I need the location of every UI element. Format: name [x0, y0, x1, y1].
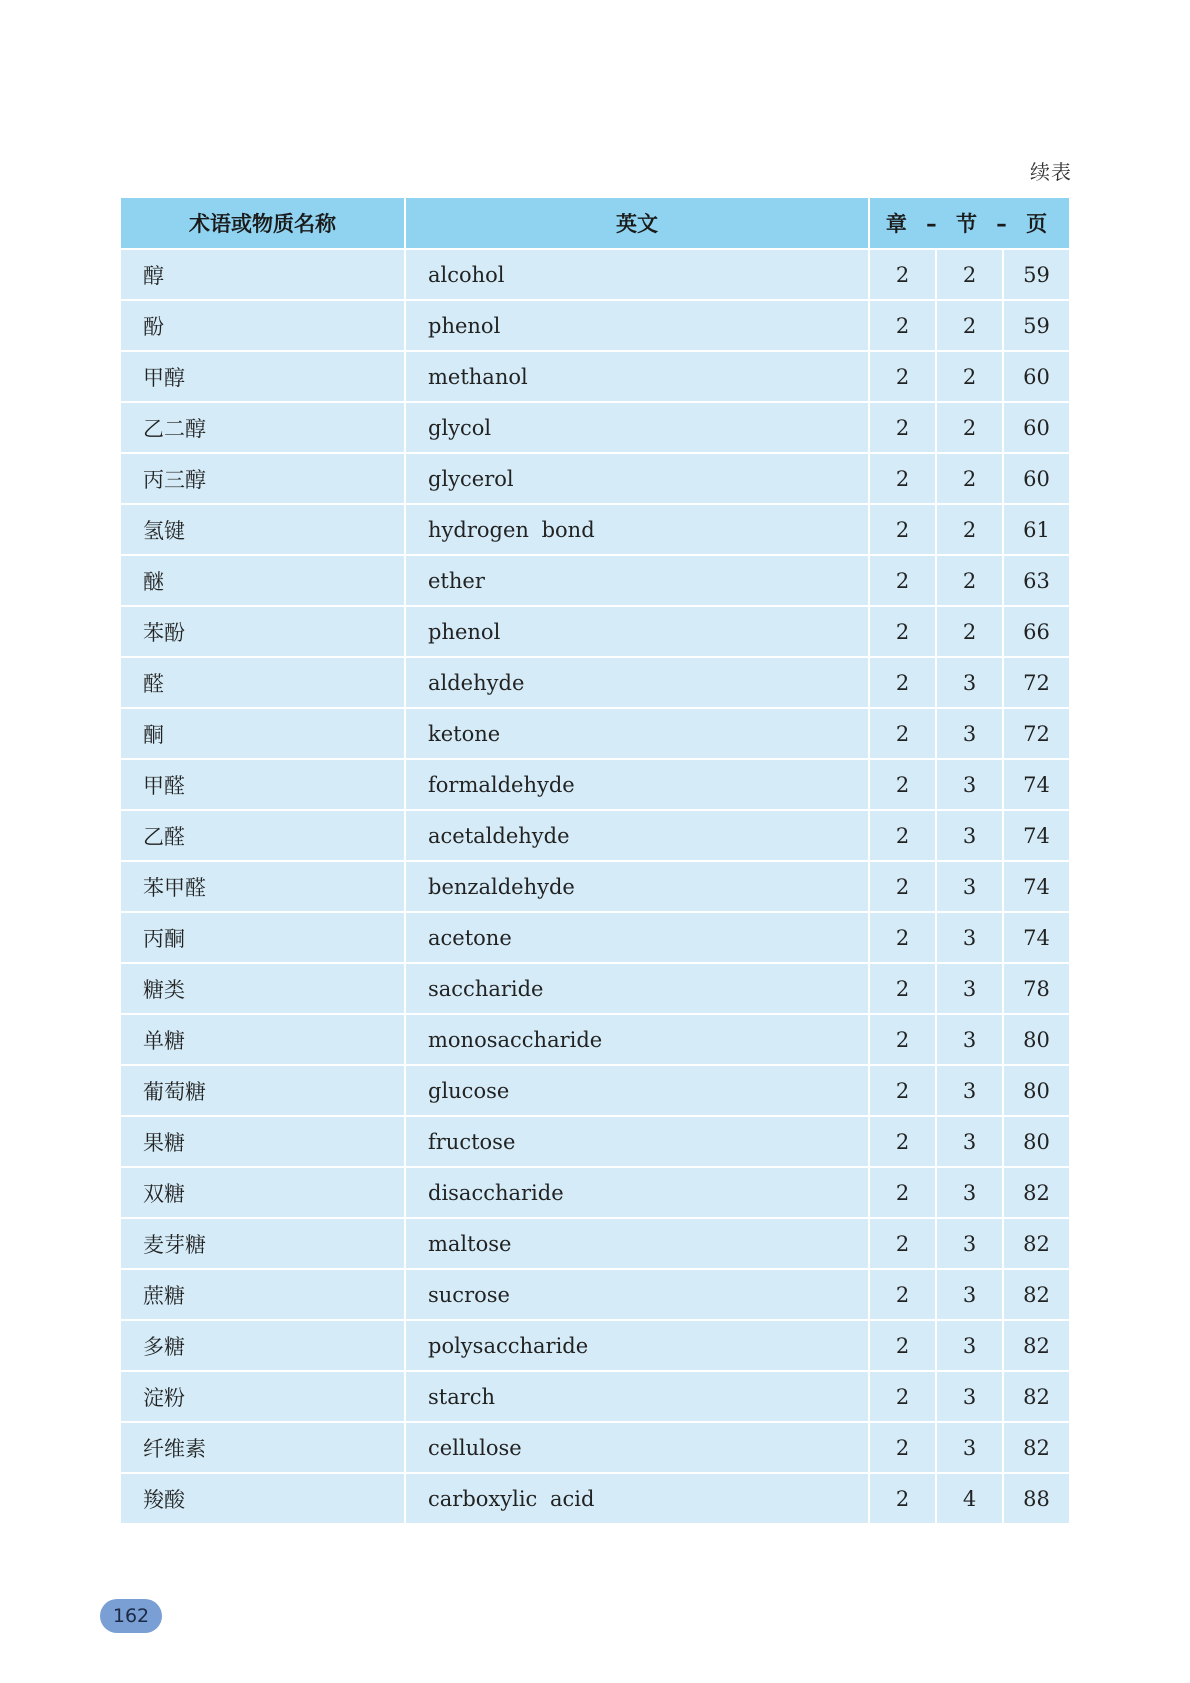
section-cell: 2 [936, 300, 1003, 351]
chapter-cell: 2 [869, 1218, 936, 1269]
english-cell: benzaldehyde [405, 861, 869, 912]
chapter-cell: 2 [869, 453, 936, 504]
chapter-cell: 2 [869, 963, 936, 1014]
english-cell: fructose [405, 1116, 869, 1167]
chapter-cell: 2 [869, 810, 936, 861]
term-cell: 酮 [121, 708, 405, 759]
section-cell: 3 [936, 1320, 1003, 1371]
chapter-cell: 2 [869, 1014, 936, 1065]
term-cell: 乙二醇 [121, 402, 405, 453]
term-cell: 甲醇 [121, 351, 405, 402]
term-cell: 酚 [121, 300, 405, 351]
english-cell: phenol [405, 606, 869, 657]
table-row [121, 1320, 1069, 1371]
chapter-cell: 2 [869, 657, 936, 708]
english-cell: phenol [405, 300, 869, 351]
english-cell: carboxylic acid [405, 1473, 869, 1524]
section-cell: 3 [936, 1167, 1003, 1218]
english-cell: ketone [405, 708, 869, 759]
section-cell: 2 [936, 402, 1003, 453]
chapter-cell: 2 [869, 1371, 936, 1422]
chapter-cell: 2 [869, 402, 936, 453]
english-cell: disaccharide [405, 1167, 869, 1218]
table-row [121, 963, 1069, 1014]
english-cell: acetone [405, 912, 869, 963]
term-cell: 苯酚 [121, 606, 405, 657]
page-cell: 82 [1003, 1371, 1069, 1422]
page-cell: 60 [1003, 351, 1069, 402]
page-cell: 61 [1003, 504, 1069, 555]
term-cell: 苯甲醛 [121, 861, 405, 912]
page-cell: 80 [1003, 1065, 1069, 1116]
english-cell: cellulose [405, 1422, 869, 1473]
page-cell: 74 [1003, 912, 1069, 963]
header-chapter-section-page: 章 – 节 – 页 [869, 198, 1069, 249]
chapter-cell: 2 [869, 606, 936, 657]
chapter-cell: 2 [869, 351, 936, 402]
chapter-cell: 2 [869, 249, 936, 300]
table-row [121, 300, 1069, 351]
section-cell: 2 [936, 504, 1003, 555]
section-cell: 3 [936, 912, 1003, 963]
chapter-cell: 2 [869, 708, 936, 759]
page-cell: 60 [1003, 402, 1069, 453]
chapter-cell: 2 [869, 1065, 936, 1116]
section-cell: 3 [936, 861, 1003, 912]
table-row [121, 1218, 1069, 1269]
chapter-cell: 2 [869, 912, 936, 963]
table-row [121, 912, 1069, 963]
english-cell: formaldehyde [405, 759, 869, 810]
table-row [121, 1065, 1069, 1116]
section-cell: 3 [936, 1218, 1003, 1269]
table-row [121, 249, 1069, 300]
english-cell: aldehyde [405, 657, 869, 708]
english-cell: maltose [405, 1218, 869, 1269]
page-cell: 60 [1003, 453, 1069, 504]
term-cell: 淀粉 [121, 1371, 405, 1422]
term-cell: 葡萄糖 [121, 1065, 405, 1116]
table-row [121, 606, 1069, 657]
page-cell: 72 [1003, 708, 1069, 759]
continued-table-label: 续表 [1030, 160, 1072, 184]
chapter-cell: 2 [869, 1320, 936, 1371]
chapter-cell: 2 [869, 1422, 936, 1473]
table-header-row [121, 198, 1069, 249]
chapter-cell: 2 [869, 759, 936, 810]
page-cell: 82 [1003, 1218, 1069, 1269]
page-cell: 82 [1003, 1422, 1069, 1473]
section-cell: 3 [936, 1371, 1003, 1422]
page-cell: 74 [1003, 759, 1069, 810]
table-body [121, 249, 1069, 1524]
table-row [121, 861, 1069, 912]
english-cell: glycol [405, 402, 869, 453]
term-cell: 醇 [121, 249, 405, 300]
header-english: 英文 [405, 198, 869, 249]
term-cell: 氢键 [121, 504, 405, 555]
table-row [121, 708, 1069, 759]
page-number-badge: 162 [100, 1599, 162, 1633]
chapter-cell: 2 [869, 1269, 936, 1320]
table-row [121, 759, 1069, 810]
term-cell: 乙醛 [121, 810, 405, 861]
english-cell: ether [405, 555, 869, 606]
chapter-cell: 2 [869, 300, 936, 351]
english-cell: alcohol [405, 249, 869, 300]
page-cell: 63 [1003, 555, 1069, 606]
term-cell: 双糖 [121, 1167, 405, 1218]
table-row [121, 453, 1069, 504]
english-cell: starch [405, 1371, 869, 1422]
header-term: 术语或物质名称 [121, 198, 405, 249]
section-cell: 3 [936, 708, 1003, 759]
section-cell: 3 [936, 1014, 1003, 1065]
page-cell: 82 [1003, 1269, 1069, 1320]
english-cell: glycerol [405, 453, 869, 504]
table-row [121, 1014, 1069, 1065]
section-cell: 2 [936, 249, 1003, 300]
chapter-cell: 2 [869, 1167, 936, 1218]
term-cell: 麦芽糖 [121, 1218, 405, 1269]
english-cell: methanol [405, 351, 869, 402]
term-cell: 多糖 [121, 1320, 405, 1371]
page-cell: 74 [1003, 861, 1069, 912]
table-row [121, 1422, 1069, 1473]
section-cell: 3 [936, 1065, 1003, 1116]
term-cell: 糖类 [121, 963, 405, 1014]
chapter-cell: 2 [869, 1116, 936, 1167]
table-row [121, 1473, 1069, 1524]
table-row [121, 402, 1069, 453]
table-row [121, 555, 1069, 606]
term-cell: 丙酮 [121, 912, 405, 963]
table-header [121, 198, 1069, 249]
table-row [121, 504, 1069, 555]
page-cell: 59 [1003, 249, 1069, 300]
page-cell: 78 [1003, 963, 1069, 1014]
page-cell: 59 [1003, 300, 1069, 351]
section-cell: 3 [936, 1269, 1003, 1320]
english-cell: hydrogen bond [405, 504, 869, 555]
table-row [121, 1269, 1069, 1320]
chapter-cell: 2 [869, 1473, 936, 1524]
section-cell: 2 [936, 606, 1003, 657]
term-cell: 果糖 [121, 1116, 405, 1167]
page-cell: 74 [1003, 810, 1069, 861]
section-cell: 3 [936, 657, 1003, 708]
section-cell: 2 [936, 351, 1003, 402]
english-cell: glucose [405, 1065, 869, 1116]
table-row [121, 810, 1069, 861]
section-cell: 3 [936, 963, 1003, 1014]
english-cell: saccharide [405, 963, 869, 1014]
table-row [121, 351, 1069, 402]
table-row [121, 657, 1069, 708]
section-cell: 3 [936, 1116, 1003, 1167]
section-cell: 3 [936, 759, 1003, 810]
term-cell: 甲醛 [121, 759, 405, 810]
section-cell: 4 [936, 1473, 1003, 1524]
term-cell: 蔗糖 [121, 1269, 405, 1320]
table-row [121, 1167, 1069, 1218]
chapter-cell: 2 [869, 504, 936, 555]
term-cell: 纤维素 [121, 1422, 405, 1473]
english-cell: monosaccharide [405, 1014, 869, 1065]
page-cell: 88 [1003, 1473, 1069, 1524]
term-cell: 单糖 [121, 1014, 405, 1065]
page-cell: 82 [1003, 1320, 1069, 1371]
english-cell: acetaldehyde [405, 810, 869, 861]
table-row [121, 1371, 1069, 1422]
page-cell: 80 [1003, 1014, 1069, 1065]
section-cell: 2 [936, 555, 1003, 606]
english-cell: polysaccharide [405, 1320, 869, 1371]
glossary-table [121, 198, 1069, 1525]
chapter-cell: 2 [869, 861, 936, 912]
section-cell: 2 [936, 453, 1003, 504]
section-cell: 3 [936, 1422, 1003, 1473]
english-cell: sucrose [405, 1269, 869, 1320]
page-cell: 66 [1003, 606, 1069, 657]
term-cell: 丙三醇 [121, 453, 405, 504]
page-cell: 72 [1003, 657, 1069, 708]
term-cell: 醚 [121, 555, 405, 606]
page-cell: 80 [1003, 1116, 1069, 1167]
page-cell: 82 [1003, 1167, 1069, 1218]
term-cell: 羧酸 [121, 1473, 405, 1524]
chapter-cell: 2 [869, 555, 936, 606]
table-row [121, 1116, 1069, 1167]
term-cell: 醛 [121, 657, 405, 708]
section-cell: 3 [936, 810, 1003, 861]
